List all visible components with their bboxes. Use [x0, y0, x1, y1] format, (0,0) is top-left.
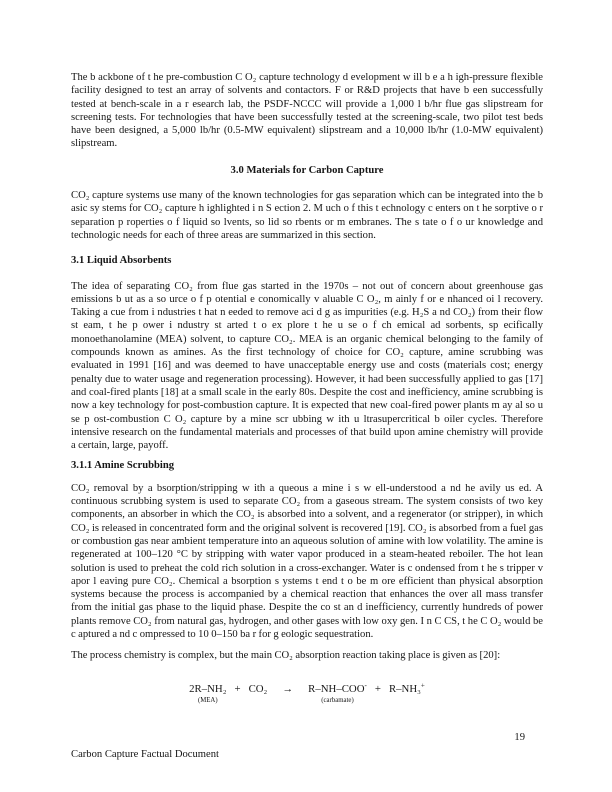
- equation-product-carbamate-group: [308, 680, 367, 705]
- paragraph-capture-systems-overview: CO₂ capture systems use many of the known technologies for gas separation which can be integrated into the b asic sy stems for CO₂ capture h ighlighted i n S ection 2. M uch o f this t echnology c enters on t he sorptive o r separation p roperties o f liquid so lvents, so lid so rbents or m embranes. The s tate o f o ur knowledge and technologic needs for each of three areas are summarized in this section.: [71, 190, 543, 241]
- paragraph-equation-intro: The process chemistry is complex, but the main CO₂ absorption reaction taking place is given as [20]:: [71, 650, 501, 662]
- equation-plus-sign-2: +: [374, 682, 381, 695]
- equation-reaction-arrow-icon: →: [282, 682, 294, 695]
- chemical-equation: [71, 680, 543, 705]
- page-number: 19: [514, 732, 525, 743]
- footer-document-title: Carbon Capture Factual Document: [71, 749, 219, 760]
- carbamate-formula: R–NH–COO: [308, 682, 365, 695]
- carbamate-charge-superscript: -: [364, 680, 367, 689]
- equation-product-ammonium: [388, 680, 425, 696]
- equation-reactant-amine-group: [189, 683, 226, 705]
- page-content: [71, 71, 543, 704]
- ammonium-charge-superscript: +: [420, 680, 425, 689]
- equation-label-mea: (MEA): [197, 696, 218, 704]
- paragraph-liquid-absorbents: The idea of separating CO₂ from flue gas started in the 1970s – not out of concern about greenhouse gas emissions b ut as a so urce o f p otential e conomically v aluable C O₂, m ainly f or e nhanced oi l recovery. Taking a cue from i ndustries t hat n eeded to remove aci d g as impurities (e.g. H₂S a nd CO₂) from their flow st eam, t he p ower i ndustry st arted t o ex plore t he u se o f ch emical ad sorbents, sp ecifically monoethanolamine (MEA) solvent, to capture CO₂. MEA is an organic chemical belonging to the family of compounds known as amines. As the first technology of choice for CO₂ capture, amine scrubbing was evaluated in 1991 [16] and was deemed to have unacceptable energy use and costs (materials cost; energy penalty due to water usage and regeneration processing). However, it had been successfully applied to gas [17] and coal-fired plants [18] at a small scale in the early 80s. Despite the cost and inefficiency, amine scrubbing is now a key technology for post-combustion capture. It is expected that new coal-fired power plants m ay al so u se p ost-combustion C O₂ capture by a mine scr ubbing w ith u ltrasupercritical b oiler cycles. Therefore intensive research on the fundamental materials and processes of that build upon amine chemistry will provide a certain, large, payoff.: [71, 280, 543, 452]
- equation-label-carbamate: (carbamate): [321, 696, 354, 704]
- equation-product-carbamate: [308, 680, 367, 696]
- section-heading-liquid-absorbents: 3.1 Liquid Absorbents: [71, 255, 172, 267]
- paragraph-pre-combustion-backbone: The b ackbone of t he pre-combustion C O₂ capture technology d evelopment w ill b e a h igh-pressure flexible facility designed to test an array of solvents and contactors. F or R&D projects that have b een successfully tested at bench-scale in a r esearch lab, the PSDF-NCCC will provide a 1,000 l b/hr flue gas slipstream for screening tests. For technologies that have been successfully tested at the screening-scale, two pilot test beds have been designed, a 5,000 lb/hr (0.5-MW equivalent) slipstream and a 10,000 lb/hr (1.0-MW equivalent) slipstream.: [71, 72, 543, 150]
- equation-reactant-co2: CO₂: [248, 682, 268, 695]
- equation-plus-sign-1: +: [234, 682, 241, 695]
- ammonium-formula: R–NH₃: [388, 682, 421, 695]
- equation-reactant-amine: 2R–NH₂: [189, 682, 227, 695]
- section-heading-amine-scrubbing: 3.1.1 Amine Scrubbing: [71, 460, 175, 472]
- section-heading-materials-for-carbon-capture: 3.0 Materials for Carbon Capture: [230, 164, 384, 176]
- paragraph-amine-scrubbing: CO₂ removal by a bsorption/stripping w ith a queous a mine i s w ell-understood a nd he avily us ed. A continuous scrubbing system is used to separate CO₂ from a gaseous stream. The system consists of two key components, an absorber in which the CO₂ is absorbed into a solvent, and a regenerator (or stripper), in which CO₂ is released in concentrated form and the original solvent is recovered [19]. CO₂ is absorbed from a fuel gas or combustion gas near ambient temperature into an aqueous solution of amine with low volatility. The amine is regenerated at 100–120 °C by stripping with water vapor produced in a steam-heated reboiler. The hot lean solution is used to preheat the cold rich solution in a cross-exchanger. Water is c ondensed from t he s tripper v apor l eaving pure CO₂. Chemical a bsorption s ystems t end t o be m ore efficient than physical absorption systems because the process is accompanied by a chemical reaction that enhances the over all mass transfer from the initial gas phase to the liquid phase. Despite the co st an d inefficiency, currently hundreds of power plants remove CO₂ from natural gas, hydrogen, and other gases with low oxy gen. I n C CS, t he C O₂ would be c aptured a nd c ompressed to 10 0–150 ba r for g eologic sequestration.: [71, 482, 543, 640]
